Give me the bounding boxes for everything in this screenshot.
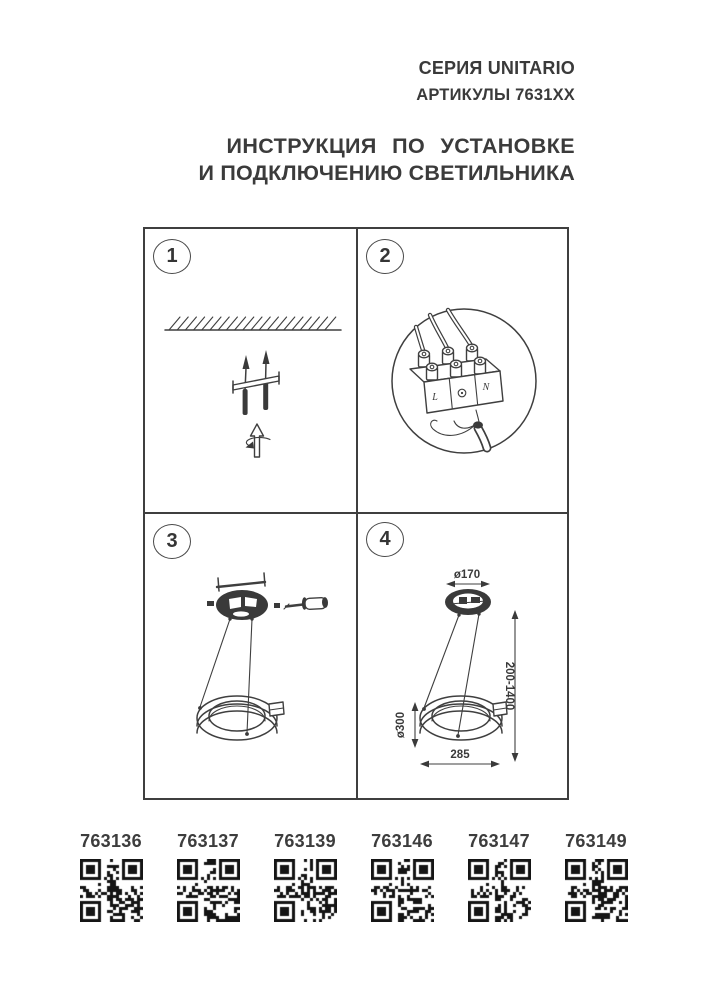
mounting-screws-drawing	[233, 350, 279, 415]
article-number: 763139	[274, 831, 336, 851]
screwdriver-icon	[284, 597, 328, 610]
article-column	[176, 831, 240, 922]
cable-drawing	[431, 410, 487, 448]
suspension-wires	[422, 612, 481, 738]
dim-arrow-ring-diameter	[412, 702, 419, 748]
article-column	[467, 831, 531, 922]
step-3-badge: 3	[153, 524, 191, 559]
article-column	[273, 831, 337, 922]
canopy-drawing	[216, 590, 268, 620]
qr-code	[274, 859, 337, 922]
qr-code	[468, 859, 531, 922]
canopy-side-screw-left	[207, 601, 214, 606]
terminal-block-drawing	[410, 344, 503, 413]
canopy-drawing	[445, 589, 491, 615]
terminal-label-live: L	[432, 392, 438, 403]
title-line-1: ИНСТРУКЦИЯ ПО УСТАНОВКЕ	[226, 134, 575, 158]
article-number: 763136	[80, 831, 142, 851]
article-column	[564, 831, 628, 922]
qr-code	[80, 859, 143, 922]
dim-suspension-height: 200-1400	[503, 661, 515, 711]
article-number: 763146	[371, 831, 433, 851]
instruction-grid	[143, 227, 569, 800]
page-title	[199, 133, 575, 187]
step-4-badge: 4	[366, 522, 404, 557]
qr-code	[565, 859, 628, 922]
supply-wires-drawing	[416, 310, 472, 353]
qr-code	[177, 859, 240, 922]
mounting-bar-drawing	[217, 573, 265, 591]
step-1-badge: 1	[153, 239, 191, 274]
panel-4-illustration	[358, 514, 567, 798]
dim-ring-diameter: ø300	[395, 711, 407, 739]
qr-code	[371, 859, 434, 922]
series-label: СЕРИЯ UNITARIO	[418, 58, 575, 78]
header-block	[416, 58, 575, 105]
article-number: 763149	[565, 831, 627, 851]
screw-direction-arrow	[246, 424, 271, 457]
canopy-side-screw-right	[274, 603, 280, 608]
dim-arrow-ring-width	[420, 761, 500, 768]
ceiling-hatch	[169, 317, 336, 330]
ring-lamp-drawing	[197, 696, 284, 740]
mounting-bracket	[233, 376, 279, 390]
step-2-badge: 2	[366, 239, 404, 274]
articles-label: АРТИКУЛЫ 7631XX	[416, 86, 575, 104]
article-number: 763147	[468, 831, 530, 851]
article-column	[79, 831, 143, 922]
article-column	[370, 831, 434, 922]
articles-row	[0, 831, 707, 922]
title-line-2: И ПОДКЛЮЧЕНИЮ СВЕТИЛЬНИКА	[198, 161, 575, 185]
article-number: 763137	[177, 831, 239, 851]
dim-canopy-diameter: ø170	[453, 569, 481, 581]
dim-ring-width: 285	[450, 749, 470, 761]
dim-arrow-canopy	[446, 581, 490, 587]
terminal-label-neutral: N	[482, 382, 490, 393]
